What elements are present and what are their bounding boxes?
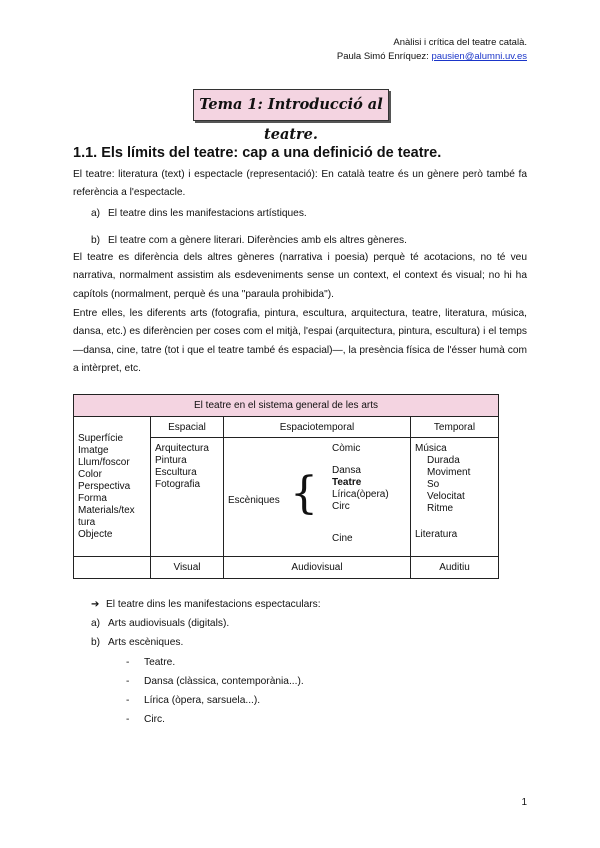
arts-table <box>73 394 499 579</box>
art-item: Literatura <box>415 529 458 540</box>
art-item: Escultura <box>155 467 197 478</box>
col-header-temporal: Temporal <box>411 417 499 438</box>
art-item: Dansa <box>332 465 361 476</box>
brace-symbol: { <box>290 468 318 519</box>
espacial-cell <box>151 438 224 557</box>
esceniques-label: Escèniques <box>228 495 280 506</box>
art-item: Circ <box>332 501 350 512</box>
header-author <box>337 50 527 64</box>
dash-marker: - <box>126 714 130 725</box>
art-subitem: Velocitat <box>427 491 465 502</box>
list-item <box>91 636 183 650</box>
sublist-item <box>126 656 175 670</box>
espaciotemporal-cell <box>224 438 411 557</box>
row-label: Objecte <box>78 528 113 540</box>
row-label: Imatge <box>78 444 109 456</box>
row-label: Superfície <box>78 432 124 444</box>
footer-auditiu: Auditiu <box>411 557 499 579</box>
sublist-item <box>126 713 165 727</box>
list-text: El teatre dins les manifestacions artístiques. <box>108 208 307 219</box>
list-item <box>91 207 307 221</box>
list-marker: a) <box>91 618 101 629</box>
col-header-espaciotemporal: Espaciotemporal <box>224 417 411 438</box>
art-subitem: Moviment <box>427 467 471 478</box>
row-label: Materials/tex <box>78 504 135 516</box>
list-text: El teatre dins les manifestacions espectaculars: <box>106 599 321 610</box>
art-item: Arquitectura <box>155 443 209 454</box>
table-title: El teatre en el sistema general de les arts <box>74 395 499 417</box>
row-label: Llum/foscor <box>78 456 130 468</box>
author-email-link[interactable]: pausien@alumni.uv.es <box>431 51 527 62</box>
list-marker: b) <box>91 235 101 246</box>
list-item <box>91 617 229 631</box>
list-text: Arts audiovisuals (digitals). <box>108 618 230 629</box>
list-text: Dansa (clàssica, contemporània...). <box>144 676 304 687</box>
dash-marker: - <box>126 657 130 668</box>
list-text: Teatre. <box>144 657 176 668</box>
art-item: Còmic <box>332 443 361 454</box>
author-name: Paula Simó Enríquez: <box>336 51 429 62</box>
art-item: Teatre <box>332 477 362 488</box>
sublist-item <box>126 675 304 689</box>
art-subitem: Durada <box>427 455 460 466</box>
list-marker: b) <box>91 637 101 648</box>
arrow-icon: ➔ <box>91 599 100 610</box>
art-item: Música <box>415 443 447 454</box>
section-heading: 1.1. Els límits del teatre: cap a una definició de teatre. <box>73 145 442 161</box>
paragraph-2: El teatre es diferència dels altres gèneres (narrativa i poesia) perquè té acotacions, no té veu narrativa, normalment assistim als esdeveniments sense un context, el context és visual; no hi ha capítols (normalment, perquè és una "paraula prohibida"). <box>73 252 527 300</box>
art-item: Lírica(òpera) <box>332 489 389 500</box>
row-label: Forma <box>78 492 107 504</box>
row-label: tura <box>78 516 96 528</box>
list-text: Circ. <box>144 714 165 725</box>
paragraph-3: Entre elles, les diferents arts (fotografia, pintura, escultura, arquitectura, teatre, literatura, música, dansa, etc.) es diferèncien per coses com el mitjà, l'espai (arquitectura, pintura, escultura) i el temps —dansa, cine, tatre (tot i que el teatre també és espacial)—, la presència física de l'ésser humà com a intèrpret, etc. <box>73 308 527 375</box>
footer-visual: Visual <box>151 557 224 579</box>
header-course: Anàlisi i crítica del teatre català. <box>393 37 527 48</box>
art-subitem: Ritme <box>427 503 454 514</box>
page-title: Tema 1: Introducció al teatre. <box>193 89 389 121</box>
art-item: Fotografia <box>155 479 201 490</box>
list-text: Lírica (òpera, sarsuela...). <box>144 695 261 706</box>
paragraph-1: El teatre: literatura (text) i espectacle (representació): En català teatre és un gènere però també fa referència a l'espectacle. <box>73 169 527 199</box>
art-item: Cine <box>332 533 353 544</box>
list-item <box>91 234 407 248</box>
dash-marker: - <box>126 676 130 687</box>
row-label: Perspectiva <box>78 480 131 492</box>
list-marker: a) <box>91 208 101 219</box>
temporal-cell <box>411 438 499 557</box>
sublist-item <box>126 694 260 708</box>
list-text: Arts escèniques. <box>108 637 184 648</box>
footer-empty-cell <box>74 557 151 579</box>
page-number: 1 <box>521 797 527 808</box>
list-item <box>91 598 321 612</box>
col-header-espacial: Espacial <box>151 417 224 438</box>
dash-marker: - <box>126 695 130 706</box>
art-subitem: So <box>427 479 440 490</box>
row-label: Color <box>78 468 102 480</box>
footer-audiovisual: Audiovisual <box>224 557 411 579</box>
art-item: Pintura <box>155 455 187 466</box>
row-labels-cell <box>74 417 151 557</box>
list-text: El teatre com a gènere literari. Diferències amb els altres gèneres. <box>108 235 407 246</box>
